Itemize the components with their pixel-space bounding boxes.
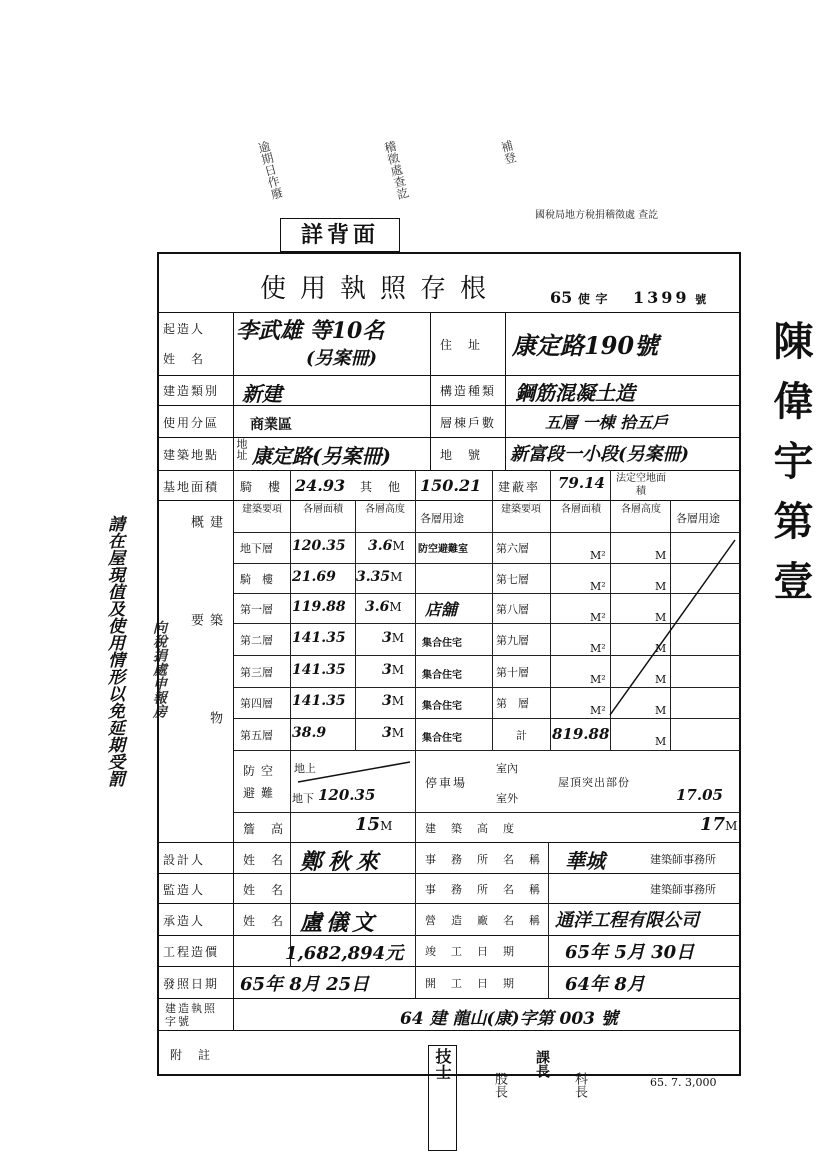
row-4-area-text: 141.35 bbox=[292, 662, 346, 678]
roof-label bbox=[558, 774, 630, 790]
air-raid-label bbox=[243, 760, 283, 804]
site-lot-value-text: 新富段一小段(另案冊) bbox=[510, 444, 690, 465]
eaves-unit: M bbox=[380, 819, 393, 833]
bldg-height-label-text: 建 築 高 度 bbox=[425, 822, 516, 835]
builder-note-text: (另案冊) bbox=[306, 348, 378, 369]
structure-label-text: 構造種類 bbox=[440, 384, 497, 398]
row-3-area-text: 141.35 bbox=[292, 630, 346, 646]
contractor-name-label-text: 姓 名 bbox=[243, 914, 286, 928]
basement-label-text: 地下層 bbox=[240, 542, 273, 555]
form-number-no: 1399 bbox=[633, 288, 690, 307]
below-label bbox=[292, 790, 314, 806]
row-0-area-text: 120.35 bbox=[292, 538, 346, 554]
row-6-area-text: 38.9 bbox=[292, 725, 327, 741]
designer-value bbox=[300, 845, 384, 876]
other-label-text: 其 他 bbox=[360, 480, 403, 494]
row-6-height-text: 3 bbox=[382, 725, 392, 741]
unit-m-7: M bbox=[655, 580, 667, 593]
total-label-text: 計 bbox=[516, 729, 529, 742]
contractor-value-text: 盧儀文 bbox=[300, 910, 379, 936]
bldg-height-value bbox=[700, 814, 737, 835]
supervisor-name-label-text: 姓 名 bbox=[243, 883, 286, 897]
open-space-label-text: 法定空地面積 bbox=[616, 473, 666, 497]
row-0-height-unit: M bbox=[392, 539, 405, 553]
supervisor-office-label bbox=[425, 881, 542, 897]
supervisor-office-suffix bbox=[650, 881, 716, 897]
right-side-text-value: 陳偉宇第壹 bbox=[767, 320, 814, 620]
designer-office-label-text: 事 務 所 名 稱 bbox=[425, 853, 542, 866]
issue-date-label bbox=[163, 975, 219, 992]
roof-label-text: 屋頂突出部份 bbox=[558, 776, 630, 789]
roof-area-value bbox=[676, 786, 723, 804]
parking-label-text: 停車場 bbox=[425, 776, 468, 790]
bldg-height-value-text: 17 bbox=[700, 814, 726, 835]
contractor-firm-label-text: 營 造 廠 名 稱 bbox=[425, 914, 542, 927]
permit-label-text: 建造執照字號 bbox=[165, 1002, 217, 1028]
unit-m2-7: M² bbox=[590, 580, 606, 593]
footer-print-text: 65. 7. 3,000 bbox=[650, 1076, 717, 1089]
floor-8-label-text: 第八層 bbox=[496, 603, 529, 616]
structure-value-text: 鋼筋混凝土造 bbox=[515, 381, 635, 405]
arcade-label-text: 騎 樓 bbox=[240, 480, 283, 494]
signer-technician bbox=[428, 1045, 457, 1151]
floor-4-label-text: 第四層 bbox=[240, 697, 273, 710]
supervisor-name-label bbox=[243, 881, 285, 898]
stamp-supplement-text: 補登 bbox=[498, 138, 518, 166]
below-area-value bbox=[318, 786, 375, 804]
supervisor-office-label-text: 事 務 所 名 稱 bbox=[425, 883, 542, 896]
signer-technician-text: 技士 bbox=[433, 1048, 452, 1080]
signer-section-chief bbox=[532, 1050, 552, 1078]
signer-dept-chief bbox=[570, 1072, 589, 1098]
left-margin-note-text: 請在屋現值及使用情形以免延期受罰 bbox=[104, 515, 124, 787]
designer-value-text: 鄭秋來 bbox=[300, 849, 385, 875]
start-date-value-text: 64年 8月 bbox=[565, 974, 645, 995]
signer-dept-chief-text: 科長 bbox=[572, 1072, 587, 1098]
completion-value bbox=[565, 938, 694, 964]
unit-m-6: M bbox=[655, 549, 667, 562]
below-label-text: 地下 bbox=[292, 792, 314, 805]
unit-m2-n: M² bbox=[590, 704, 606, 717]
cost-value-text: 1,682,894元 bbox=[285, 943, 404, 964]
floor-1-label-text: 第一層 bbox=[240, 603, 273, 616]
detail-reverse-label: 詳背面 bbox=[300, 222, 379, 248]
coverage-label-text: 建蔽率 bbox=[498, 480, 541, 494]
form-number-year: 65 bbox=[550, 288, 573, 307]
form-title-text: 使用執照存根 bbox=[259, 274, 500, 304]
signer-unit-chief bbox=[490, 1072, 509, 1098]
above-label-text: 地上 bbox=[294, 762, 316, 775]
col-use-header-2-text: 各層用途 bbox=[676, 512, 720, 525]
site-label-text: 建築地點 bbox=[163, 448, 220, 462]
start-date-label bbox=[425, 975, 516, 991]
completion-label-text: 竣 工 日 期 bbox=[425, 945, 516, 958]
arcade-row-label-text: 騎 樓 bbox=[240, 573, 273, 586]
row-5-use-text: 集合住宅 bbox=[422, 701, 462, 712]
total-area-value-text: 819.88 bbox=[552, 725, 610, 743]
unit-m2-6: M² bbox=[590, 549, 606, 562]
row-0-height-text: 3.6 bbox=[368, 538, 393, 554]
below-area-value-text: 120.35 bbox=[318, 786, 376, 804]
builder-name-label-text: 姓 名 bbox=[163, 352, 206, 366]
unit-m-total: M bbox=[655, 735, 667, 748]
row-3-height-text: 3 bbox=[382, 630, 392, 646]
address-label-text: 住 址 bbox=[440, 338, 483, 352]
designer-office-suffix-text: 建築師事務所 bbox=[650, 853, 716, 866]
row-4-height-text: 3 bbox=[382, 662, 392, 678]
col-item-header-2-text: 建築要項 bbox=[501, 504, 541, 515]
issue-date-value bbox=[240, 970, 369, 996]
bldg-height-unit: M bbox=[725, 819, 738, 833]
eaves-label-text: 簷 高 bbox=[243, 822, 286, 836]
issue-date-label-text: 發照日期 bbox=[163, 977, 220, 991]
row-5-height-text: 3 bbox=[382, 693, 392, 709]
permit-value-text: 64 建 龍山(康)字第 003 號 bbox=[400, 1009, 618, 1029]
unit-m-9: M bbox=[655, 642, 667, 655]
cost-value bbox=[285, 939, 403, 965]
unit-m-n: M bbox=[655, 704, 667, 717]
contractor-firm-value-text: 通洋工程有限公司 bbox=[555, 910, 699, 931]
issue-date-value-text: 65年 8月 25日 bbox=[240, 974, 370, 995]
floors-units-value-text: 五層 一棟 拾五戶 bbox=[545, 413, 669, 432]
col-item-header-text: 建築要項 bbox=[242, 504, 282, 515]
unit-m2-10: M² bbox=[590, 673, 606, 686]
use-zone-label-text: 使用分區 bbox=[163, 416, 220, 430]
supervisor-office-suffix-text: 建築師事務所 bbox=[650, 883, 716, 896]
row-2-height-unit: M bbox=[389, 600, 402, 614]
builder-value-text: 李武雄 等10名 bbox=[236, 318, 385, 344]
other-area-value-text: 150.21 bbox=[420, 476, 482, 495]
designer-name-label-text: 姓 名 bbox=[243, 853, 286, 867]
unit-m-10: M bbox=[655, 673, 667, 686]
start-date-label-text: 開 工 日 期 bbox=[425, 977, 516, 990]
left-margin-note-2-text: 向稅捐處申報房 bbox=[151, 620, 167, 718]
footer-print bbox=[650, 1076, 716, 1089]
eaves-label bbox=[243, 820, 285, 837]
permit-label bbox=[165, 1002, 229, 1028]
signer-unit-chief-text: 股長 bbox=[492, 1072, 507, 1098]
contractor-name-label bbox=[243, 912, 285, 929]
row-3-use-text: 集合住宅 bbox=[422, 638, 462, 649]
contractor-firm-label bbox=[425, 912, 542, 928]
stamp-date-text: 逾期日作廢 bbox=[255, 139, 285, 201]
contractor-label bbox=[163, 912, 205, 929]
designer-label bbox=[163, 851, 205, 868]
arcade-area-value-text: 24.93 bbox=[295, 476, 346, 495]
coverage-value-text: 79.14 bbox=[558, 474, 605, 492]
floor-5-label-text: 第五層 bbox=[240, 729, 273, 742]
designer-office-label bbox=[425, 851, 542, 867]
row-1-area-text: 21.69 bbox=[292, 569, 336, 585]
designer-name-label bbox=[243, 851, 285, 868]
supervisor-label-text: 監造人 bbox=[163, 883, 206, 897]
form-number-suffix: 號 bbox=[695, 293, 707, 306]
form-number-char2: 字 bbox=[595, 292, 608, 306]
col-area-header-2-text: 各層面積 bbox=[561, 504, 601, 515]
site-address-value-text: 康定路(另案冊) bbox=[252, 444, 391, 468]
row-5-height-unit: M bbox=[391, 694, 405, 708]
floor-9-label-text: 第九層 bbox=[496, 634, 529, 647]
row-4-use-text: 集合住宅 bbox=[422, 670, 462, 681]
contractor-firm-value bbox=[555, 906, 699, 932]
building-summary-label-text: 建 築 物 概 要 bbox=[188, 515, 222, 809]
above-label bbox=[294, 760, 316, 776]
col-height-header-2-text: 各層高度 bbox=[621, 504, 661, 515]
row-0-use-text: 防空避難室 bbox=[418, 544, 468, 555]
cost-label bbox=[163, 943, 219, 960]
floor-2-label-text: 第二層 bbox=[240, 634, 273, 647]
col-area-header-text: 各層面積 bbox=[303, 504, 343, 515]
stamp-tax-text: 稽徵處查訖 bbox=[381, 139, 411, 201]
building-type-label-text: 建造類別 bbox=[163, 384, 220, 398]
completion-label bbox=[425, 943, 516, 959]
roof-area-value-text: 17.05 bbox=[676, 786, 723, 804]
building-type-value-text: 新建 bbox=[242, 382, 282, 406]
bldg-height-label bbox=[425, 820, 516, 836]
floor-6-label-text: 第六層 bbox=[496, 542, 529, 555]
outdoor-label-text: 室外 bbox=[496, 792, 518, 805]
floor-n-label-text: 第 層 bbox=[496, 697, 529, 710]
signer-section-chief-text: 課長 bbox=[534, 1050, 550, 1078]
start-date-value bbox=[565, 970, 645, 996]
floor-3-label-text: 第三層 bbox=[240, 666, 273, 679]
site-address-label-text: 地址 bbox=[235, 438, 248, 460]
floor-7-label-text: 第七層 bbox=[496, 573, 529, 586]
row-2-area-text: 119.88 bbox=[292, 599, 346, 615]
contractor-value bbox=[300, 906, 378, 937]
row-1-height-unit: M bbox=[390, 570, 403, 584]
completion-value-text: 65年 5月 30日 bbox=[565, 942, 695, 963]
notes-label bbox=[170, 1046, 212, 1063]
row-6-height-unit: M bbox=[391, 726, 405, 740]
eaves-value bbox=[355, 814, 392, 835]
site-lot-label-text: 地 號 bbox=[440, 448, 483, 462]
row-1-height-text: 3.35 bbox=[356, 569, 391, 585]
parking-label bbox=[425, 774, 467, 791]
designer-office-suffix bbox=[650, 851, 716, 867]
address-value-text: 康定路190號 bbox=[512, 331, 659, 360]
floors-units-label-text: 層棟戶數 bbox=[440, 416, 497, 430]
cost-label-text: 工程造價 bbox=[163, 945, 220, 959]
tax-office-text: 國稅局地方稅捐稽徵處 查訖 bbox=[535, 210, 659, 221]
unit-m-8: M bbox=[655, 611, 667, 624]
row-5-area-text: 141.35 bbox=[292, 693, 346, 709]
indoor-label-text: 室內 bbox=[496, 762, 518, 775]
unit-m2-9: M² bbox=[590, 642, 606, 655]
builder-label-text: 起造人 bbox=[163, 322, 206, 336]
contractor-label-text: 承造人 bbox=[163, 914, 206, 928]
col-height-header-text: 各層高度 bbox=[365, 504, 405, 515]
unit-m2-8: M² bbox=[590, 611, 606, 624]
indoor-label bbox=[496, 760, 518, 776]
row-4-height-unit: M bbox=[391, 663, 405, 677]
permit-value bbox=[400, 1004, 618, 1029]
use-zone-value-text: 商業區 bbox=[250, 417, 292, 433]
designer-label-text: 設計人 bbox=[163, 853, 206, 867]
form-number-char: 使 bbox=[577, 292, 590, 306]
row-3-height-unit: M bbox=[391, 631, 405, 645]
row-6-use-text: 集合住宅 bbox=[422, 733, 462, 744]
outdoor-label bbox=[496, 790, 518, 806]
col-use-header-text: 各層用途 bbox=[420, 512, 464, 525]
designer-office-value-text: 華城 bbox=[565, 849, 605, 873]
air-raid-label-text: 防空避難 bbox=[243, 764, 280, 800]
eaves-value-text: 15 bbox=[355, 814, 381, 835]
notes-label-text: 附 註 bbox=[170, 1048, 213, 1062]
row-2-use-text: 店舖 bbox=[425, 600, 458, 619]
designer-office-value bbox=[565, 845, 605, 874]
site-area-label-text: 基地面積 bbox=[163, 480, 220, 494]
supervisor-label bbox=[163, 881, 205, 898]
floor-10-label-text: 第十層 bbox=[496, 666, 529, 679]
row-2-height-text: 3.6 bbox=[365, 599, 390, 615]
